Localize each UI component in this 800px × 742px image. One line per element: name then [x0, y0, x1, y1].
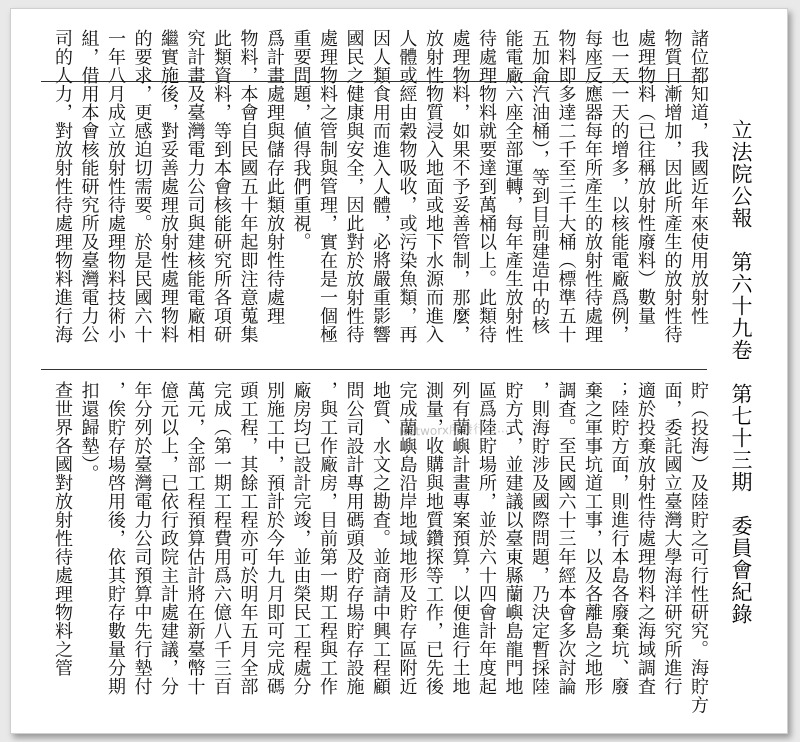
text-column: 究計畫及臺灣電力公司與建核能電廠相 [184, 29, 206, 344]
text-column: 面，委託國立臺灣大學海洋研究所進行 [661, 381, 683, 696]
issue-label: 第七十三期 [729, 383, 753, 493]
text-column: 別施工中，預計於今年九月即可完成碼 [264, 381, 285, 696]
text-column: 國民之健康與安全，因此對於放射性待 [343, 29, 365, 344]
text-column: 此類資料，等到本會核能研究所各項研 [211, 29, 232, 344]
text-column: 廠房均已設計完竣，並由榮民工程處分 [290, 381, 312, 696]
text-column: 五加侖汽油桶），等到目前建造中的核 [529, 29, 550, 335]
text-column: 查世界各國對放射性待處理物料之管 [52, 381, 73, 677]
text-column: 完成蘭嶼島沿岸地域地形及貯存區附近 [396, 381, 418, 696]
volume-label: 第六十九卷 [729, 251, 753, 361]
text-column: 放射性物質浸入地面或地下水源而進入 [423, 29, 444, 344]
text-column: 重要問題，値得我們重視。 [290, 29, 312, 251]
text-column: 一年八月成立放射性待處理物料技術小 [105, 29, 126, 344]
text-column: 組，借用本會核能研究所及臺灣電力公 [78, 29, 100, 344]
text-column: 貯（投海）及陸貯之可行性研究。海貯方 [688, 381, 709, 714]
text-column: 每座反應器每年所產生的放射性待處理 [582, 29, 603, 344]
text-column: 棄之軍事坑道工事，以及各離島之地形 [582, 381, 603, 696]
text-column: 萬元，全部工程預算估計將在新臺幣十 [184, 381, 206, 696]
text-column: ，則海貯涉及國際問題，乃決定暫採陸 [529, 381, 550, 696]
text-column: 物質日漸增加，因此所產生的放射性待 [661, 29, 683, 344]
text-column: 物料，本會自民國五十年起即注意蒐集 [237, 29, 259, 344]
text-column: 區爲陸貯場所，並於六十四會計年度起 [476, 381, 497, 696]
text-column: 諸位都知道，我國近年來使用放射性 [688, 29, 709, 325]
text-column: 處理物料，如果不予妥善管制，那麼， [449, 29, 471, 344]
text-column: 地質、水文之勘査。並商請中興工程顧 [370, 381, 391, 696]
document-page [10, 8, 788, 734]
text-column: 物料即多達二千至三千大桶（標準五十 [555, 29, 577, 344]
text-column: ，與工作廠房，目前第一期工程與工作 [317, 381, 338, 696]
section-divider-rule [41, 369, 707, 370]
text-column: 調査。至民國六十三年經本會多次討論 [555, 381, 577, 696]
text-column: 待處理物料就要達到萬桶以上。此類待 [476, 29, 497, 344]
text-column: 頭工程，其餘工程亦可於明年五月全部 [237, 381, 259, 696]
text-column: 扣還歸墊）。 [78, 381, 100, 483]
section-label: 委員會紀錄 [729, 515, 753, 625]
text-column: 的要求，更感迫切需要。於是民國六十 [131, 29, 153, 344]
text-column: 貯方式，並建議以臺東縣蘭嶼島龍門地 [502, 381, 524, 696]
text-column: 列有蘭嶼計畫專案預算，以便進行土地 [449, 381, 471, 696]
text-column: 年分列於臺灣電力公司預算中先行墊付 [131, 381, 153, 696]
text-column: 處理物料之管制與管理，實在是一個極 [317, 29, 338, 344]
text-column: 能電廠六座全部運轉，每年產生放射性 [502, 29, 524, 344]
text-column: 司的人力，對放射性待處理物料進行海 [52, 29, 73, 344]
text-column: 因人類食用而進入人體，必將嚴重影響 [370, 29, 391, 344]
text-column: 問公司設計專用碼頭及貯存場貯存設施 [343, 381, 365, 696]
text-column: 完成（第一期工程費用爲六億八千三百 [211, 381, 232, 696]
text-column: 也一天一天的增多，以核能電廠爲例， [608, 29, 630, 344]
text-column: 測量，收購與地質鑽探等工作，已先後 [423, 381, 444, 696]
watermark-text: Networx所發行之... [398, 421, 509, 439]
text-column: 人體或經由穀物吸收，或污染魚類，再 [396, 29, 418, 344]
page-header [726, 119, 756, 625]
text-column: ；陸貯方面，則進行本島各廢棄坑、廢 [608, 381, 630, 696]
publication-title: 立法院公報 [729, 119, 753, 229]
text-column: 億元以上，已依行政院主計處建議，分 [158, 381, 179, 696]
text-column: ，俟貯存場啓用後，依其貯存數量分期 [105, 381, 126, 696]
text-column: 繼實施後，對妥善處理放射性處理物料 [158, 29, 179, 344]
text-column: 爲計畫處理與儲存此類放射性待處理 [264, 29, 285, 325]
text-column: 處理物料（已往稱放射性廢料）數量 [635, 29, 656, 325]
text-column: 適於投棄放射性待處理物料之海域調査 [635, 381, 656, 696]
